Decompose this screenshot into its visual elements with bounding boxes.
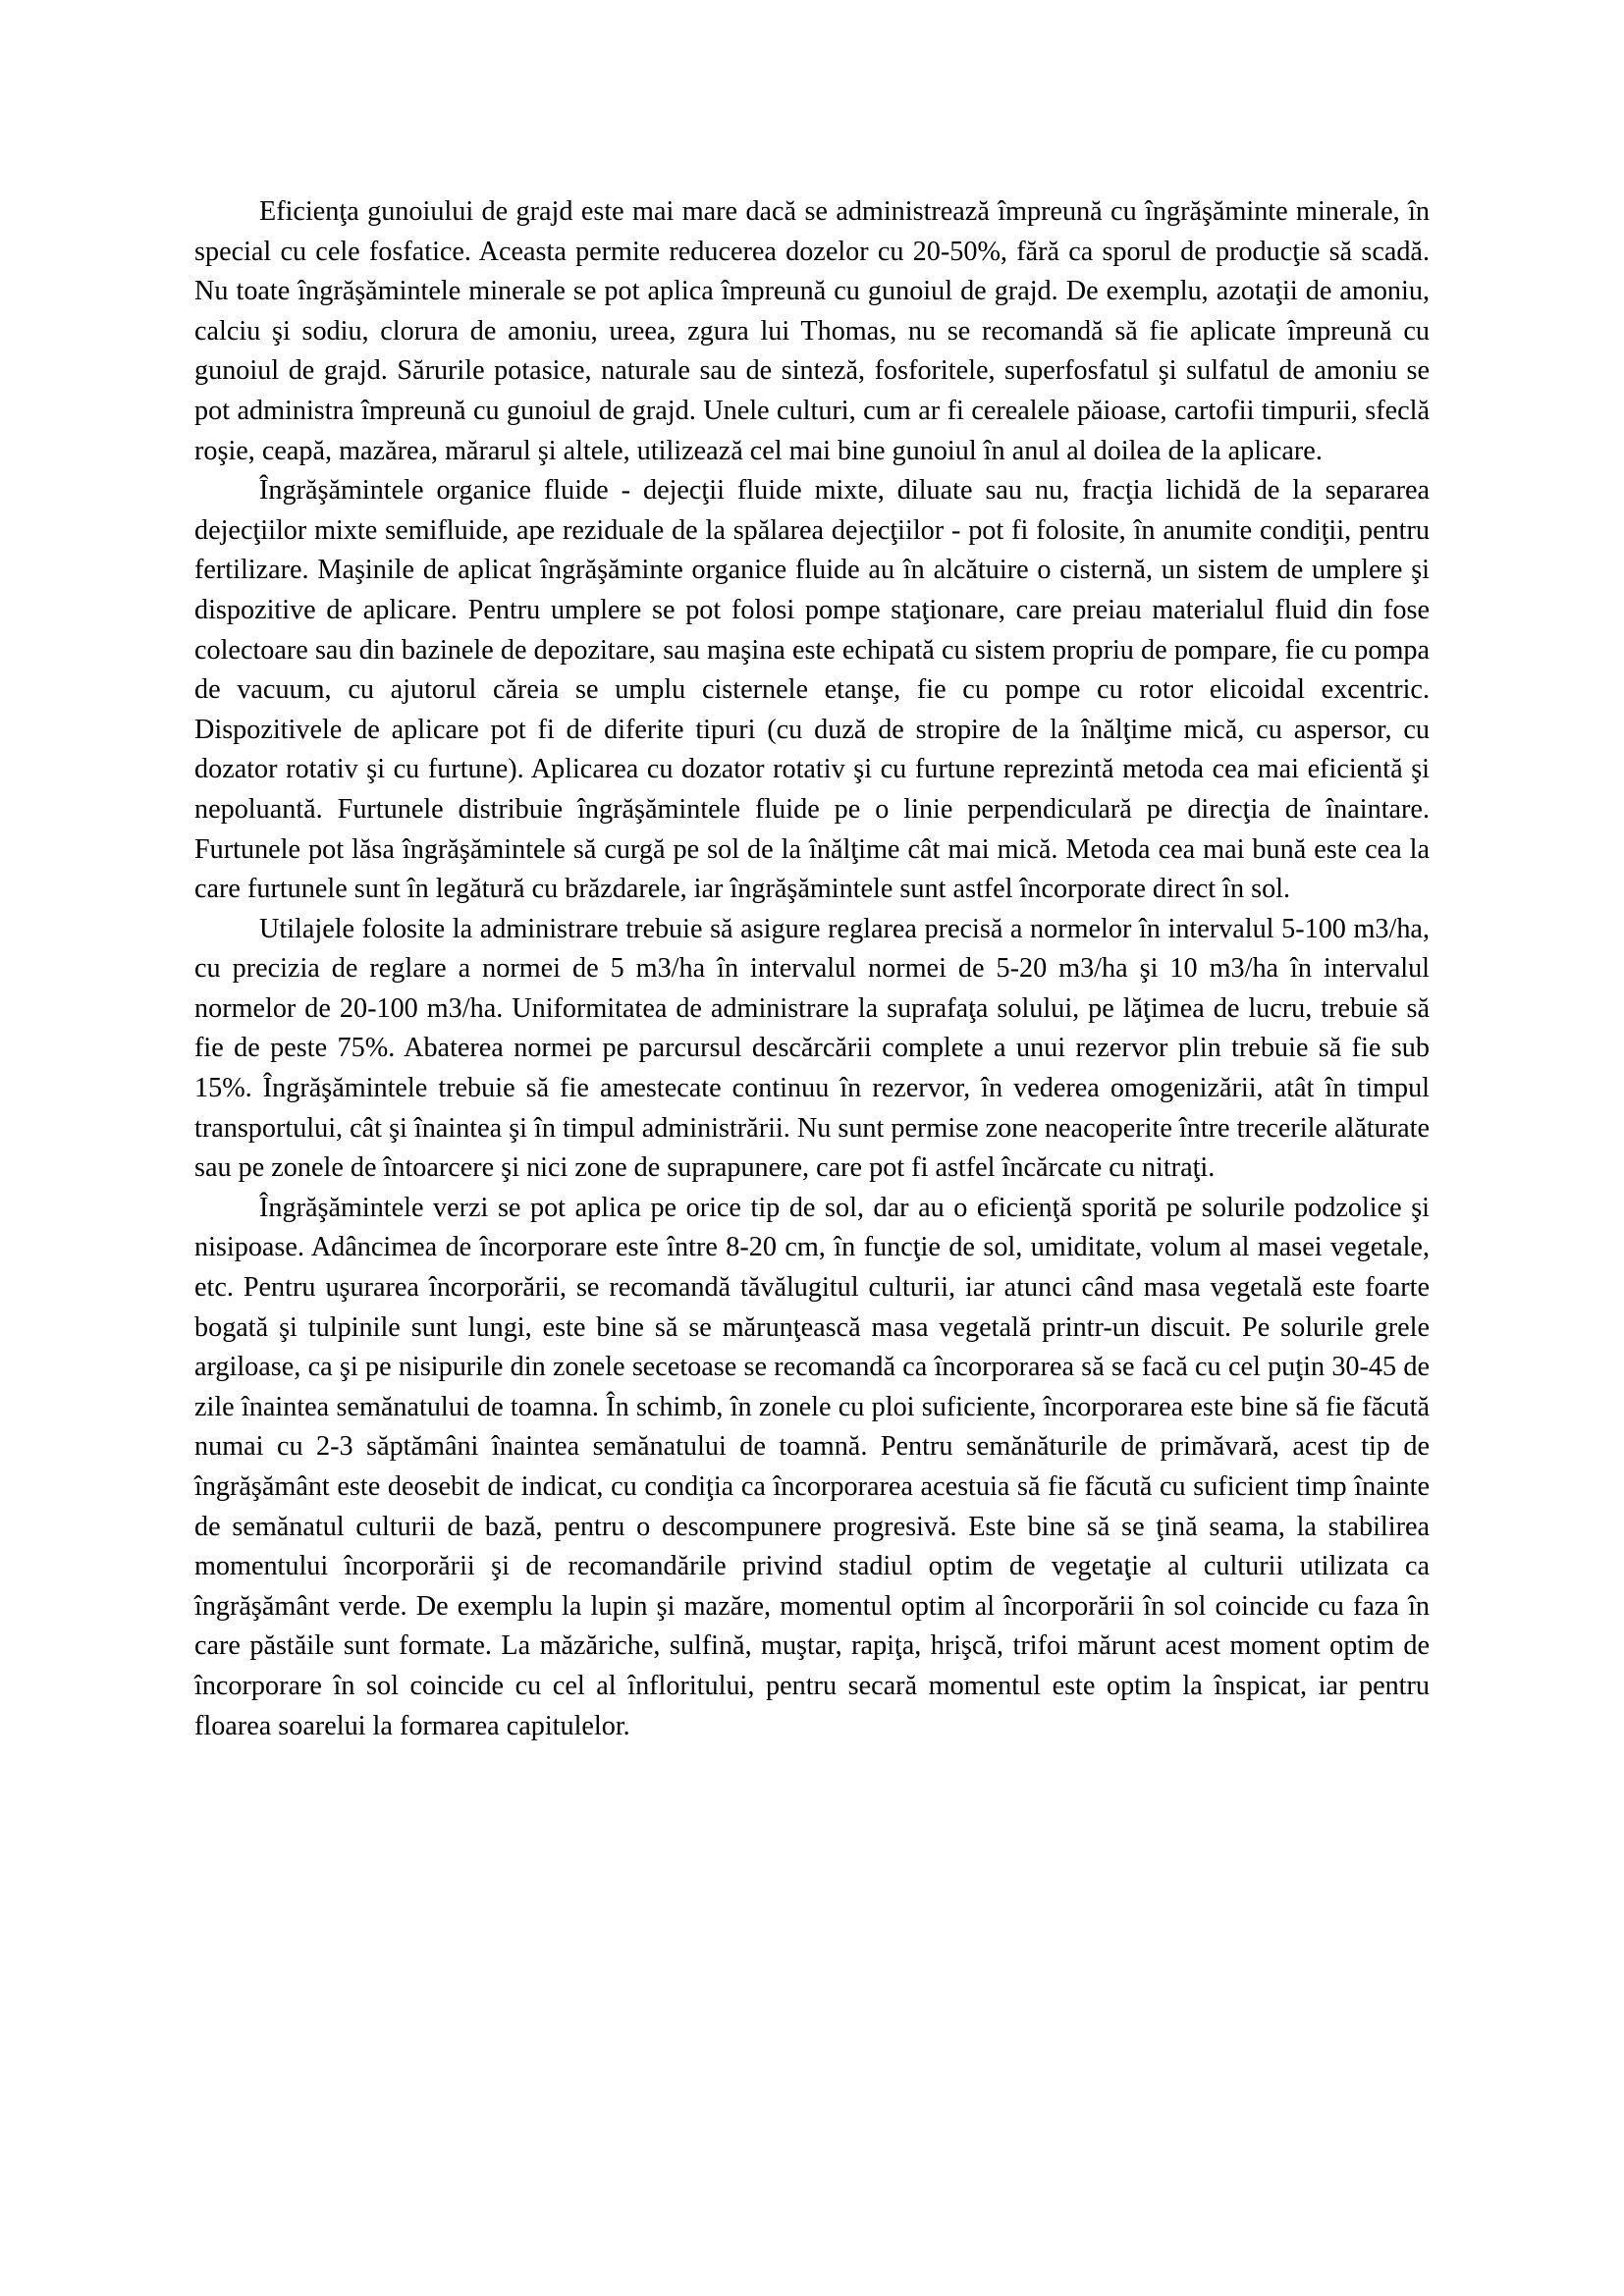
paragraph-fluid-organic-fertilizers: Îngrăşămintele organice fluide - dejecţii fluide mixte, diluate sau nu, fracţia lichidă de la separarea dejecţiilor mixte semifluide, ape reziduale de la spălarea dejecţiilor - pot fi folosite, în anumite condiţii, pentru fertilizare. Maşinile de aplicat îngrăşăminte organice fluide au în alcătuire o cisternă, un sistem de umplere şi dispozitive de aplicare. Pentru umplere se pot folosi pompe staţionare, care preiau materialul fluid din fose colectoare sau din bazinele de depozitare, sau maşina este echipată cu sistem propriu de pompare, fie cu pompa de vacuum, cu ajutorul căreia se umplu cisternele etanşe, fie cu pompe cu rotor elicoidal excentric. Dispozitivele de aplicare pot fi de diferite tipuri (cu duză de stropire de la înălţime mică, cu aspersor, cu dozator rotativ şi cu furtune). Aplicarea cu dozator rotativ şi cu furtune reprezintă metoda cea mai eficientă şi nepoluantă. Furtunele distribuie îngrăşămintele fluide pe o linie perpendiculară pe direcţia de înaintare. Furtunele pot lăsa îngrăşămintele să curgă pe sol de la înălţime cât mai mică. Metoda cea mai bună este cea la care furtunele sunt în legătură cu brăzdarele, iar îngrăşămintele sunt astfel încorporate direct în sol. (194, 475, 1430, 905)
paragraph-application-equipment: Utilajele folosite la administrare trebuie să asigure reglarea precisă a normelor în intervalul 5-100 m3/ha, cu precizia de reglare a normei de 5 m3/ha în intervalul normei de 5-20 m3/ha şi 10 m3/ha în intervalul normelor de 20-100 m3/ha. Uniformitatea de administrare la suprafaţa solului, pe lăţimea de lucru, trebuie să fie de peste 75%. Abaterea normei pe parcursul descărcării complete a unui rezervor plin trebuie să fie sub 15%. Îngrăşămintele trebuie să fie amestecate continuu în rezervor, în vederea omogenizării, atât în timpul transportului, cât şi înaintea şi în timpul administrării. Nu sunt permise zone neacoperite între trecerile alăturate sau pe zonele de întoarcere şi nici zone de suprapunere, care pot fi astfel încărcate cu nitraţi. (194, 913, 1430, 1184)
document-page (194, 192, 1430, 1746)
paragraph-manure-efficiency: Eficienţa gunoiului de grajd este mai mare dacă se administrează împreună cu îngrăşăminte minerale, în special cu cele fosfatice. Aceasta permite reducerea dozelor cu 20-50%, fără ca sporul de producţie să scadă. Nu toate îngrăşămintele minerale se pot aplica împreună cu gunoiul de grajd. De exemplu, azotaţii de amoniu, calciu şi sodiu, clorura de amoniu, ureea, zgura lui Thomas, nu se recomandă să fie aplicate împreună cu gunoiul de grajd. Sărurile potasice, naturale sau de sinteză, fosforitele, superfosfatul şi sulfatul de amoniu se pot administra împreună cu gunoiul de grajd. Unele culturi, cum ar fi cerealele păioase, cartofii timpurii, sfeclă roşie, ceapă, mazărea, mărarul şi altele, utilizează cel mai bine gunoiul în anul al doilea de la aplicare. (194, 196, 1430, 466)
paragraph-green-manure: Îngrăşămintele verzi se pot aplica pe orice tip de sol, dar au o eficienţă sporită pe solurile podzolice şi nisipoase. Adâncimea de încorporare este între 8-20 cm, în funcţie de sol, umiditate, volum al masei vegetale, etc. Pentru uşurarea încorporării, se recomandă tăvălugitul culturii, iar atunci când masa vegetală este foarte bogată şi tulpinile sunt lungi, este bine să se mărunţească masa vegetală printr-un discuit. Pe solurile grele argiloase, ca şi pe nisipurile din zonele secetoase se recomandă ca încorporarea să se facă cu cel puţin 30-45 de zile înaintea semănatului de toamna. În schimb, în zonele cu ploi suficiente, încorporarea este bine să fie făcută numai cu 2-3 săptămâni înaintea semănatului de toamnă. Pentru semănăturile de primăvară, acest tip de îngrăşământ este deosebit de indicat, cu condiţia ca încorporarea acestuia să fie făcută cu suficient timp înainte de semănatul culturii de bază, pentru o descompunere progresivă. Este bine să se ţină seama, la stabilirea momentului încorporării şi de recomandările privind stadiul optim de vegetaţie al culturii utilizata ca îngrăşământ verde. De exemplu la lupin şi mazăre, momentul optim al încorporării în sol coincide cu faza în care păstăile sunt formate. La măzăriche, sulfină, muştar, rapiţa, hrişcă, trifoi mărunt acest moment optim de încorporare în sol coincide cu cel al înfloritului, pentru secară momentul este optim la înspicat, iar pentru floarea soarelui la formarea capitulelor. (194, 1192, 1430, 1741)
